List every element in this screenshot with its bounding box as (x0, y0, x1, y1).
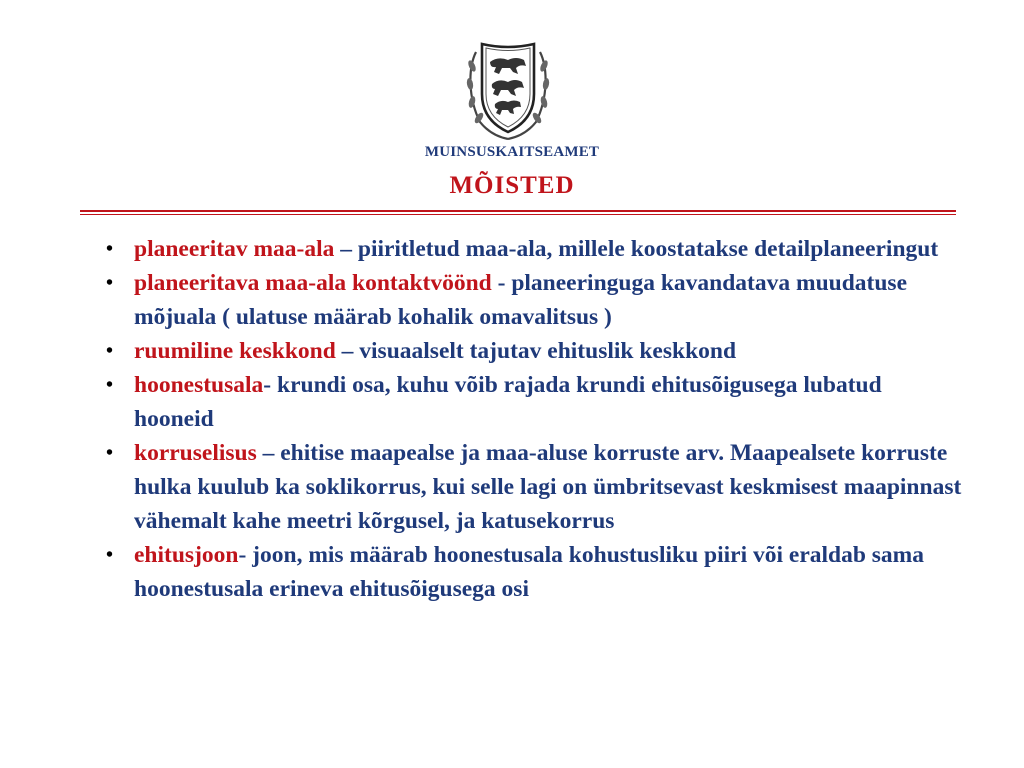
term-definition: – ehitise maapealse ja maa-aluse korruste arv. Maapealsete korruste hulka kuulub ka soklikorrus, kui selle lagi on ümbritsevast keskmisest maapinnast vähemalt kahe meetri kõrgusel, ja katusekorrus (134, 440, 962, 534)
bullet-icon: • (106, 544, 114, 566)
estonian-coat-of-arms-icon (466, 38, 550, 140)
bullet-icon: • (106, 340, 114, 362)
page-title: MÕISTED (449, 172, 575, 199)
bullet-icon: • (106, 374, 114, 396)
bullet-icon: • (106, 442, 114, 464)
term-item (106, 538, 966, 606)
bullet-icon: • (106, 238, 114, 260)
term-item (106, 368, 966, 436)
terms-list (106, 232, 966, 606)
term-name: ruumiline keskkond (134, 338, 336, 364)
title-divider-bottom (80, 214, 956, 215)
bullet-icon: • (106, 272, 114, 294)
term-name: ehitusjoon (134, 542, 239, 568)
term-definition: – piiritletud maa-ala, millele koostatakse detailplaneeringut (334, 236, 939, 262)
term-name: hoonestusala (134, 372, 264, 398)
term-definition: - joon, mis määrab hoonestusala kohustusliku piiri või eraldab sama hoonestusala erineva ehitusõigusega osi (134, 542, 925, 602)
term-definition: – visuaalselt tajutav ehituslik keskkond (335, 338, 737, 364)
term-item (106, 266, 966, 334)
term-item (106, 232, 966, 266)
term-name: planeeritav maa-ala (134, 236, 335, 262)
term-item (106, 334, 966, 368)
term-item (106, 436, 966, 538)
term-definition: - planeeringuga kavandatava muudatuse mõjuala ( ulatuse määrab kohalik omavalitsus ) (134, 270, 907, 330)
term-name: planeeritava maa-ala kontaktvöönd (134, 270, 492, 296)
term-name: korruselisus (134, 440, 257, 466)
agency-name: MUINSUSKAITSEAMET (424, 144, 600, 160)
title-divider-top (80, 210, 956, 212)
term-definition: - krundi osa, kuhu võib rajada krundi ehitusõigusega lubatud hooneid (134, 372, 882, 432)
